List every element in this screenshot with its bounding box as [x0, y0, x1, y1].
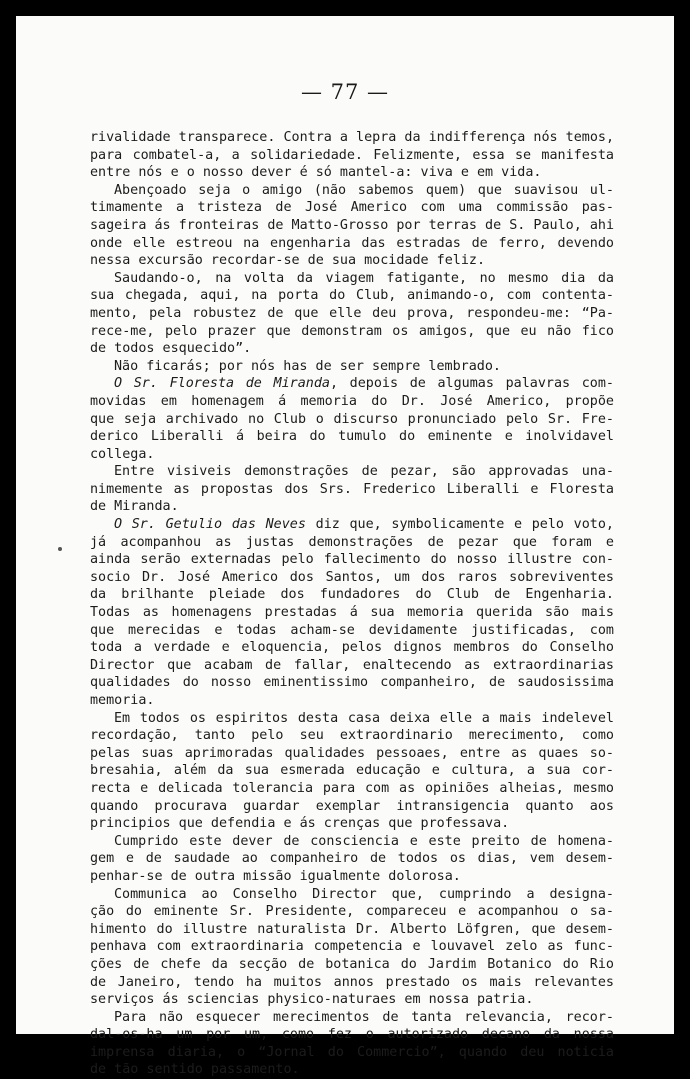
- text-line: toda a verdade e eloquencia, pelos dignos membros do Conselho: [90, 640, 614, 656]
- text-line: timamente a tristeza de José Americo com uma commissão pas-: [90, 200, 614, 216]
- text-line: rece-me, pelo prazer que demonstram os amigos, que eu não fico: [90, 323, 614, 339]
- text-line: nimemente as propostas dos Srs. Frederico Liberalli e Floresta: [90, 481, 614, 497]
- text-line: de tão sentido passamento.: [90, 1062, 300, 1078]
- text-line: de Miranda.: [90, 499, 179, 515]
- text-line: recta e delicada tolerancia para com as opiniões alheias, mesmo: [90, 780, 614, 796]
- text-line: que merecidas e todas acham-se devidamente justificadas, com: [90, 622, 614, 638]
- text-line: qualidades do nosso eminentissimo companheiro, de saudosissima: [90, 675, 614, 691]
- text-line: rivalidade transparece. Contra a lepra da indifferença nós temos,: [90, 130, 615, 145]
- ink-speck: [58, 547, 62, 551]
- text-line: para combatel-a, a solidariedade. Felizmente, essa se manifesta: [90, 147, 614, 163]
- text-line: [90, 516, 614, 534]
- text-line: Saudando-o, na volta da viagem fatigante, no mesmo dia da: [114, 270, 614, 286]
- text-line: imprensa diaria, o “Jornal do Commercio”, quando deu noticia: [90, 1044, 614, 1060]
- text-line: ção do eminente Sr. Presidente, compareceu e acompanhou o sa-: [90, 904, 614, 920]
- speaker-name: O Sr. Getulio das Neves: [114, 517, 306, 533]
- paragraph: [90, 129, 614, 182]
- page-number: — 77 —: [300, 80, 390, 104]
- text-line: gem e de saudade ao companheiro de todos os dias, vem desem-: [90, 851, 614, 867]
- text-line: derico Liberalli á beira do tumulo do eminente e inolvidavel: [90, 429, 614, 445]
- text-line: ções de chefe da secção de botanica do Jardim Botanico do Rio: [90, 956, 614, 972]
- text-line: Communica ao Conselho Director que, cumprindo a designa-: [114, 886, 614, 902]
- paragraph: [90, 375, 614, 463]
- text-line: serviços ás sciencias physico-naturaes em nossa patria.: [90, 992, 534, 1008]
- text-line: mento, pela robustez de que elle deu prova, respondeu-me: “Pa-: [90, 305, 614, 321]
- text-line: quando procurava guardar exemplar intransigencia quanto aos: [90, 798, 614, 814]
- book-page: [16, 16, 674, 1078]
- text-line: já acompanhou as justas demonstrações de pezar que foram e: [90, 534, 614, 550]
- text-line: nessa excursão recordar-se de sua mocidade feliz.: [90, 253, 486, 269]
- text-line: memoria.: [90, 693, 155, 708]
- text-line: movidas em homenagem á memoria do Dr. José Americo, propõe: [90, 393, 614, 409]
- paragraph: [90, 182, 614, 270]
- text-line: de todos esquecido”.: [90, 341, 252, 357]
- text-line: [90, 375, 614, 393]
- text-line: dal-os-ha um por um, como fez o autorizado decano da nossa: [90, 1027, 614, 1043]
- text-line: Abençoado seja o amigo (não sabemos quem) que suavisou ul-: [114, 182, 614, 198]
- text-line: entre nós e o nosso dever é só mantel-a: viva e em vida.: [90, 165, 542, 181]
- text-line: Director que acabam de fallar, enaltecendo as extraordinarias: [90, 657, 614, 673]
- text-line: Para não esquecer merecimentos de tanta relevancia, recor-: [114, 1009, 614, 1025]
- text-line: recordação, tanto pelo seu extraordinario merecimento, como: [90, 728, 614, 744]
- speaker-name: O Sr. Floresta de Miranda: [114, 376, 330, 392]
- text-line: Em todos os espiritos desta casa deixa elle a mais indelevel: [114, 710, 614, 726]
- text-line: penhava com extraordinaria competencia e louvavel zelo as func-: [90, 939, 614, 955]
- text-line: ainda serão externadas pelo fallecimento do nosso illustre con-: [90, 552, 614, 568]
- text-line: Não ficarás; por nós has de ser sempre lembrado.: [114, 358, 501, 374]
- text-line: collega.: [90, 446, 155, 462]
- text-line: bresahia, além da sua esmerada educação e cultura, a sua cor-: [90, 763, 614, 779]
- paragraph: [90, 358, 614, 376]
- paragraph: [90, 1009, 614, 1079]
- paragraph: [90, 710, 614, 833]
- paragraph: [90, 516, 614, 710]
- paragraph: [90, 886, 614, 1009]
- text-line: Entre visiveis demonstrações de pezar, são approvadas una-: [114, 464, 614, 480]
- text-line: onde elle estreou na engenharia das estradas de ferro, devendo: [90, 235, 614, 251]
- text-line: de Janeiro, tendo ha muitos annos prestado os mais relevantes: [90, 974, 614, 990]
- paragraph: [90, 463, 614, 516]
- text-line: pelas suas aprimoradas qualidades pessoaes, entre as quaes so-: [90, 745, 614, 761]
- text-line: Cumprido este dever de consciencia e este preito de homena-: [114, 833, 614, 849]
- body-text: [90, 129, 614, 1079]
- paragraph: [90, 270, 614, 358]
- text-line: sageira ás fronteiras de Matto-Grosso por terras de S. Paulo, ahi: [90, 217, 615, 233]
- text-fragment: diz que, symbolicamente e pelo voto,: [305, 517, 614, 533]
- text-line: da brilhante pleiade dos fundadores do Club de Engenharia.: [90, 587, 614, 603]
- text-line: himento do illustre naturalista Dr. Alberto Löfgren, que desem-: [90, 921, 614, 937]
- text-fragment: , depois de algumas palavras com-: [329, 376, 614, 392]
- text-line: penhar-se de outra missão igualmente dolorosa.: [90, 868, 461, 884]
- text-line: principios que defendia e ás crenças que professava.: [90, 816, 510, 832]
- text-line: que seja archivado no Club o discurso pronunciado pelo Sr. Fre-: [90, 411, 614, 427]
- text-line: sua chegada, aqui, na porta do Club, animando-o, com contenta-: [90, 288, 614, 304]
- text-line: socio Dr. José Americo dos Santos, um dos raros sobreviventes: [90, 569, 614, 585]
- text-line: Todas as homenagens prestadas á sua memoria querida são mais: [90, 605, 614, 621]
- paragraph: [90, 833, 614, 886]
